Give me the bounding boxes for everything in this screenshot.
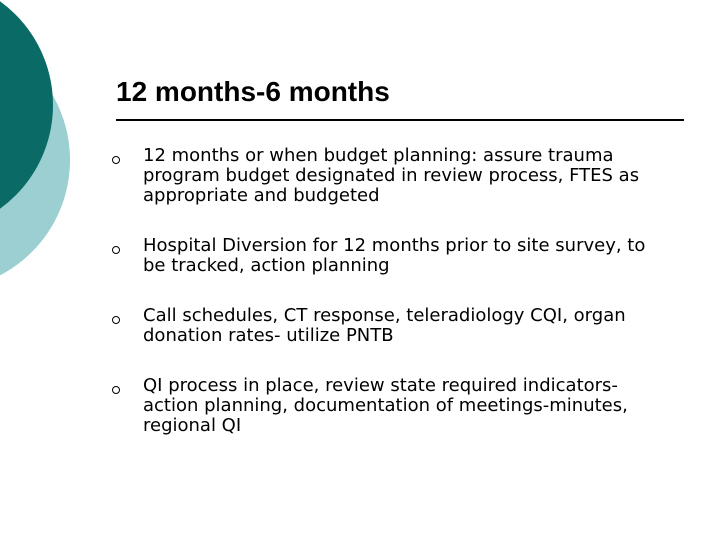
decorative-circles xyxy=(0,0,120,300)
bullet-text: Call schedules, CT response, teleradiology CQI, organ donation rates- utilize PNTB xyxy=(143,305,626,346)
title-divider xyxy=(116,119,684,121)
bullet-item xyxy=(108,306,648,346)
bullet-item xyxy=(108,146,648,206)
hollow-circle-icon xyxy=(112,386,120,394)
hollow-circle-icon xyxy=(112,316,120,324)
bullet-text: 12 months or when budget planning: assure trauma program budget designated in review process, FTES as appropriate and budgeted xyxy=(143,145,640,206)
bullet-item xyxy=(108,236,648,276)
bullet-text: QI process in place, review state required indicators- action planning, documentation of meetings-minutes, regional QI xyxy=(143,375,628,436)
bullet-item xyxy=(108,376,648,436)
bullet-list xyxy=(108,146,648,466)
hollow-circle-icon xyxy=(112,246,120,254)
hollow-circle-icon xyxy=(112,156,120,164)
bullet-text: Hospital Diversion for 12 months prior to site survey, to be tracked, action planning xyxy=(143,235,646,276)
slide-title: 12 months-6 months xyxy=(116,76,390,107)
